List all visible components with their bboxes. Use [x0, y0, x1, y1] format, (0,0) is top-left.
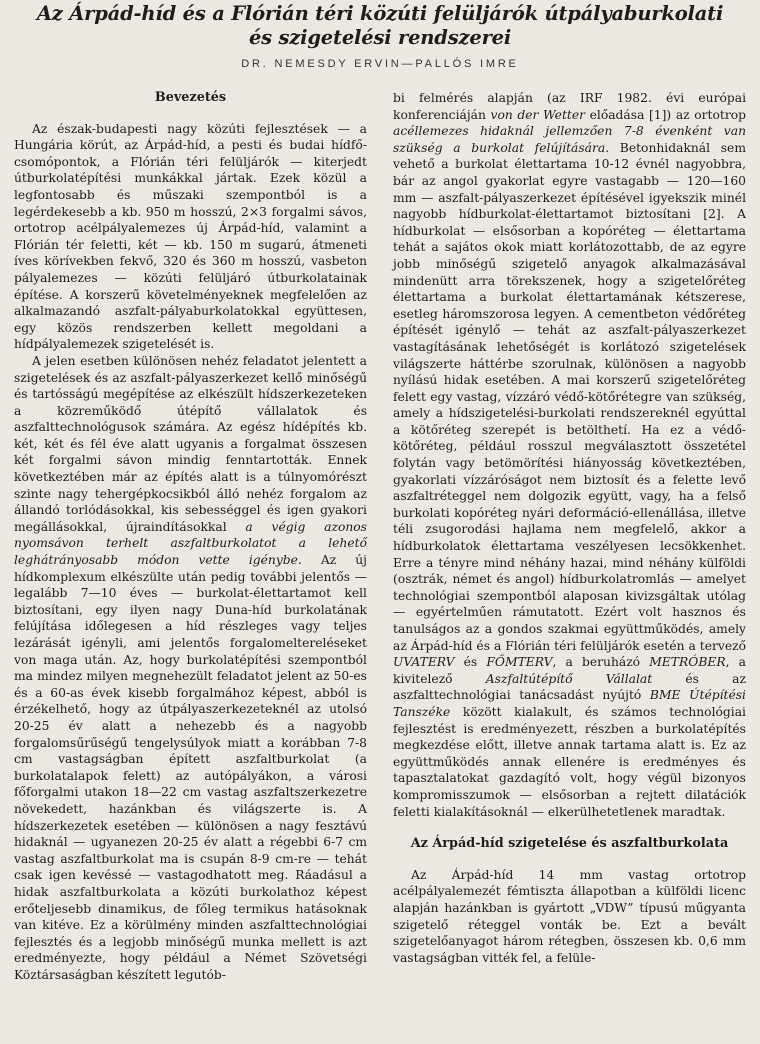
text-run: Betonhidaknál sem vehető a burkolat élettartama 10-12 évnél nagyobbra, bár az angol gyakorlat egyre vastagabb — 120—160 mm — aszfalt-pályaszerkezet építésével igyekszik minél nagyobb hídburkolat-élettartamot biztosítani [2]. A hídburkolat — elsősorban a kopóréteg — élettartama tehát a sajátos okok miatt korlátozottabb, de az egyre jobb minőségű szigetelő anyagok alkalmazásával mindenütt arra törekszenek, hogy a szigetelőréteg élettartama a burkolat élettartamának kétszerese, esetleg háromszorosa legyen. A cementbeton védőréteg építését igénylő — tehát az aszfalt-pályaszerkezet vastagításának lehetőségét is korlátozó szigetelések világszerte háttérbe szorulnak, különösen a nagyobb nyílású hidak esetében. A mai korszerű szigetelőréteg felett egy vastag, vízzáró védő-kötőrétegre van szükség, amely a hídszigetelési-burkolati rendszereknél egyúttal a kötőréteg szerepét is betölthetí. Ha ez a védő-kötőréteg, például rosszul megválasztott összetétel folytán vagy betömörítési hiányosság következtében, gyakorlati vízzáróságot nem biztosít és a felette levő aszfaltréteggel nem dolgozik együtt, vagy, ha a felső burkolati kopóréteg nyári deformáció-ellenállása, illetve téli zsugorodási hajlama nem megfelelő, akkor a hídburkolatok élettartama veszélyesen lecsökkenhet. Erre a tényre mind néhány hazai, mind néhány külföldi (osztrák, német és angol) hídburkolatromlás — amelyet technológiai szempontból alaposan kivizsgáltak utólag — egyértelműen rámutatott. Ezért volt hasznos és tanulságos az a gondos szakmai együttműködés, amely az Árpád-híd és a Flórián téri felüljárók esetén a tervező [393, 140, 746, 653]
title-line-2: és szigetelési rendszerei [248, 26, 512, 49]
text-run: bi felmérés alapján (az IRF 1982. évi európai konferenciáján [393, 91, 746, 122]
article-body [14, 90, 746, 983]
section-heading-arpad-bridge: Az Árpád-híd szigetelése és aszfaltburkolata [410, 836, 729, 852]
organization-contractor: Aszfaltútépítő Vállalat [485, 671, 653, 686]
article-title [14, 2, 746, 50]
text-run: előadása [1]) az ortotrop [585, 107, 746, 122]
text-run: , a kivitelező [393, 655, 746, 686]
text-run: Az új hídkomplexum elkészülte után pedig további jelentős — legalább 7—10 éves — burkolat-élettartamot kell biztosítani, egy ilyen nagy Duna-híd burkolatának felújítása időlegesen a híd részleges vagy teljes lezárását igényli, ami jelentős forgalomeltereléseket von maga után. Az, hogy burkolatépítési szempontból ma mindez milyen megnehezült feladatot jelent az 50-es és a 60-as évek kisebb forgalmához képest, abból is érzékelhető, hogy az útpályaszerkezeteknél az utolsó 20-25 év alatt a nehezebb és a nagyobb forgalomsűrűségű tengelysúlyok miatt a korábban 7-8 cm vastagságban épített aszfaltburkolat (a burkolatalapok felett) az autópályákon, a városi főforgalmi utakon 18—22 cm vastag aszfaltszerkezetre növekedett, hazánkban és világszerte is. A hídszerkezetek esetében — különösen a nagy fesztávú hidaknál — ugyanezen 20-25 év alatt a régebbi 6-7 cm vastag aszfaltburkolat ma is csupán 8-9 cm-re — tehát csak igen kevéssé — vastagodhatott meg. Ráadásul a hidak aszfaltburkolata a közúti burkolathoz képest erőteljesebb dinamikus, de főleg termikus hatásoknak van kitéve. Ez a körülmény minden aszfalttechnológiai fejlesztés és a legjobb minőségű munka mellett is azt eredményezte, hogy például a Német Szövetségi Köztársaságban készített legutób- [14, 553, 367, 982]
organization-metrober: METRÓBER [649, 655, 726, 670]
left-column [14, 90, 367, 983]
authors: DR. NEMESDY ERVIN—PALLÓS IMRE [241, 58, 519, 70]
organization-bme: BME Útépítési Tanszéke [393, 688, 746, 719]
text-run: között kialakult, és számos technológiai fejlesztést is eredményezett, részben a burkolatépítés megkezdése előtt, illetve annak tartama alatt is. Ez az együttműködés annak ellenére is eredményes és tapasztalatokat gazdagító volt, hogy végül bizonyos kompromisszumok — elsősorban a rejtett dilatációk feletti kialakításoknál — elkerülhetetlenek maradtak. [393, 704, 746, 819]
organization-uvaterv: UVATERV [393, 655, 455, 670]
right-column [393, 90, 746, 983]
paragraph [393, 90, 746, 820]
italic-emphasis: a végig azonos nyomsávon terhelt aszfaltburkolatot a lehető leghátrányosabb módon vette igénybe. [14, 519, 367, 568]
organization-fomterv: FŐMTERV [486, 655, 553, 670]
paragraph: Az észak-budapesti nagy közúti fejlesztések — a Hungária körút, az Árpád-híd, a pesti és budai hídfő-csomópontok, a Flórián téri felüljárók — kiterjedt útburkolatépítési munkákkal jártak. Ezek közül a legfontosabb és műszaki szempontból is a legérdekesebb a kb. 950 m hosszú, 2×3 forgalmi sávos, ortotrop acélpályalemezes új Árpád-híd, valamint a Flórián tér feletti, két — kb. 150 m sugarú, átmeneti íves körívekben fekvő, 320 és 360 m hosszú, vasbeton pályalemezes — közúti felüljáró útburkolatainak építése. A korszerű követelményeknek megfelelően az alkalmazandó aszfalt-pályaburkolatokkal együttesen, egy közös rendszerben kellett megoldani a hídpályalemezek szigetelését is. [14, 121, 367, 352]
section-heading-introduction: Bevezetés [154, 90, 227, 105]
text-run: , a beruházó [552, 655, 650, 670]
paragraph: Az Árpád-híd 14 mm vastag ortotrop acélpályalemezét fémtiszta állapotban a külföldi licenc alapján hazánkban is gyártott „VDW” típusú műgyanta szigetelő réteggel vonták be. Ezt a bevált szigetelőanyagot három rétegben, összesen kb. 0,6 mm vastagságban vitték fel, a felüle- [393, 867, 746, 965]
title-line-1: Az Árpád-híd és a Flórián téri közúti felüljárók útpályaburkolati [36, 2, 724, 25]
text-run: és [454, 655, 487, 670]
paragraph [14, 353, 367, 984]
text-run: A jelen esetben különösen nehéz feladatot jelentett a szigetelések és az aszfalt-pályaszerkezet kellő minőségű és tartósságú megépítése az elkészült hídszerkezeteken a közreműködő útépítő vállalatok és aszfalttechnológusok számára. Az egész hídépítés kb. két, két és fél éve alatt ugyanis a forgalmat összesen két forgalmi sávon mindig fenntartották. Ennek következtében már az építés alatt is a túlnyomórészt szinte nagy tehergépkocsikból álló nehéz forgalom az állandó torlódásokkal, kis sebességgel és igen gyakori megállásokkal, újraindításokkal [14, 353, 367, 534]
text-run: és az aszfalttechnológiai tanácsadást nyújtó [393, 671, 746, 703]
italic-emphasis: acéllemezes hidaknál jellemzően 7-8 évenként van szükség a burkolat felújítására. [393, 124, 746, 155]
cited-author: von der Wetter [490, 107, 585, 122]
